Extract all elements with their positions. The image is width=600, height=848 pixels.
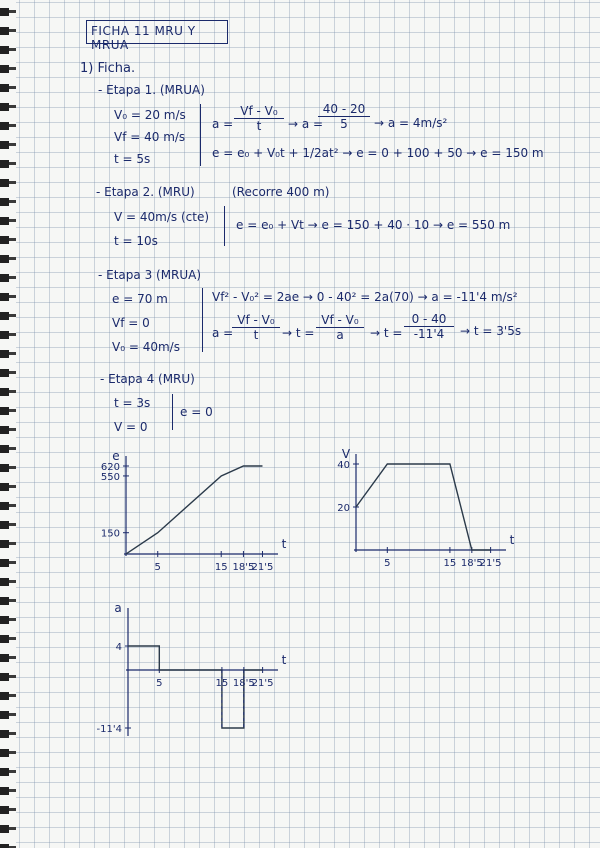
stage1-label: - Etapa 1. (MRUA) bbox=[98, 83, 205, 97]
stage3-t-fraction bbox=[316, 313, 364, 342]
stage3-a-den: t bbox=[253, 328, 259, 342]
stage2-note: (Recorre 400 m) bbox=[232, 185, 330, 199]
acceleration-time-chart bbox=[92, 598, 292, 748]
x-tick-label: 15 bbox=[214, 562, 228, 573]
stage1-a-fraction bbox=[234, 104, 284, 133]
stage3-label: - Etapa 3 (MRUA) bbox=[98, 268, 202, 282]
series-line bbox=[126, 466, 262, 554]
y-axis-label: V bbox=[341, 447, 351, 461]
stage3-t2-lhs: → t = bbox=[370, 326, 403, 340]
y-tick-label: 40 bbox=[337, 460, 350, 471]
stage3-equation1: Vf² - V₀² = 2ae → 0 - 40² = 2a(70) → a = -11'4 m/s² bbox=[212, 290, 518, 304]
stage2-brace bbox=[224, 206, 225, 246]
x-tick-label: 18'5 bbox=[232, 678, 255, 689]
y-tick-label: 4 bbox=[115, 642, 122, 653]
stage1-a-result: → a = 4m/s² bbox=[374, 116, 448, 130]
stage3-t2-fraction bbox=[404, 312, 454, 341]
stage1-t: t = 5s bbox=[114, 152, 151, 166]
stage1-brace bbox=[200, 104, 201, 166]
stage4-t: t = 3s bbox=[114, 396, 151, 410]
x-axis-label: t bbox=[281, 653, 287, 667]
stage3-a-lhs: a = bbox=[212, 326, 234, 340]
stage3-t2-den: -11'4 bbox=[413, 327, 445, 341]
x-axis-label: t bbox=[281, 537, 287, 551]
stage3-e: e = 70 m bbox=[112, 292, 168, 306]
y-axis-label: e bbox=[112, 449, 120, 463]
stage1-a2-den: 5 bbox=[340, 117, 348, 131]
stage1-a2-fraction bbox=[318, 102, 370, 131]
stage1-e-equation: e = e₀ + V₀t + 1/2at² → e = 0 + 100 + 50 → e = 150 m bbox=[212, 146, 544, 160]
series-line bbox=[356, 464, 491, 550]
position-time-chart bbox=[92, 449, 292, 573]
stage2-v: V = 40m/s (cte) bbox=[114, 210, 210, 224]
x-tick-label: 21'5 bbox=[251, 562, 274, 573]
y-tick-label: 150 bbox=[100, 528, 120, 540]
x-tick-label: 5 bbox=[384, 558, 391, 569]
stage1-vf: Vf = 40 m/s bbox=[114, 130, 186, 144]
stage2-label: - Etapa 2. (MRU) bbox=[96, 185, 195, 199]
stage1-a2-num: 40 - 20 bbox=[318, 102, 370, 117]
stage3-t-num: Vf - V₀ bbox=[316, 313, 364, 328]
stage3-t-result: → t = 3'5s bbox=[460, 324, 522, 338]
stage2-t: t = 10s bbox=[114, 234, 158, 248]
x-tick-label: 21'5 bbox=[251, 678, 274, 689]
stage4-brace bbox=[172, 394, 173, 430]
stage3-t-den: a bbox=[336, 328, 344, 342]
page-title: FICHA 11 MRU Y MRUA bbox=[91, 24, 196, 52]
x-tick-label: 18'5 bbox=[232, 562, 255, 573]
heading: 1) Ficha. bbox=[80, 61, 136, 76]
stage2-equation: e = e₀ + Vt → e = 150 + 40 · 10 → e = 550 m bbox=[236, 218, 511, 232]
x-tick-label: 15 bbox=[443, 558, 457, 569]
y-tick-label: 620 bbox=[100, 462, 120, 473]
x-axis-label: t bbox=[509, 533, 515, 547]
stage4-v: V = 0 bbox=[114, 420, 148, 434]
stage3-a-num: Vf - V₀ bbox=[232, 313, 280, 328]
velocity-time-chart bbox=[320, 448, 520, 578]
stage3-v0: V₀ = 40m/s bbox=[112, 340, 180, 354]
stage1-arrow1: → a = bbox=[288, 117, 324, 131]
stage3-t-lhs: → t = bbox=[282, 326, 315, 340]
y-axis-label: a bbox=[114, 601, 122, 615]
x-tick-label: 5 bbox=[154, 562, 161, 573]
stage3-vf: Vf = 0 bbox=[112, 316, 150, 330]
stage1-a-lhs: a = bbox=[212, 117, 234, 131]
stage4-equation: e = 0 bbox=[180, 405, 213, 419]
stage3-brace bbox=[202, 288, 203, 352]
title-box bbox=[86, 20, 228, 52]
x-tick-label: 15 bbox=[215, 678, 229, 689]
stage3-t2-num: 0 - 40 bbox=[404, 312, 454, 327]
stage1-a-num: Vf - V₀ bbox=[234, 104, 284, 119]
y-tick-label: 550 bbox=[100, 471, 120, 483]
x-tick-label: 18'5 bbox=[460, 558, 483, 569]
spiral-binding bbox=[0, 0, 16, 848]
stage1-a-den: t bbox=[256, 119, 262, 133]
y-tick-label: -11'4 bbox=[96, 724, 122, 735]
x-tick-label: 5 bbox=[156, 678, 163, 689]
stage1-v0: V₀ = 20 m/s bbox=[114, 108, 186, 122]
stage3-a-fraction bbox=[232, 313, 280, 342]
x-tick-label: 21'5 bbox=[479, 558, 502, 569]
y-tick-label: 20 bbox=[337, 503, 350, 514]
stage4-label: - Etapa 4 (MRU) bbox=[100, 372, 195, 386]
